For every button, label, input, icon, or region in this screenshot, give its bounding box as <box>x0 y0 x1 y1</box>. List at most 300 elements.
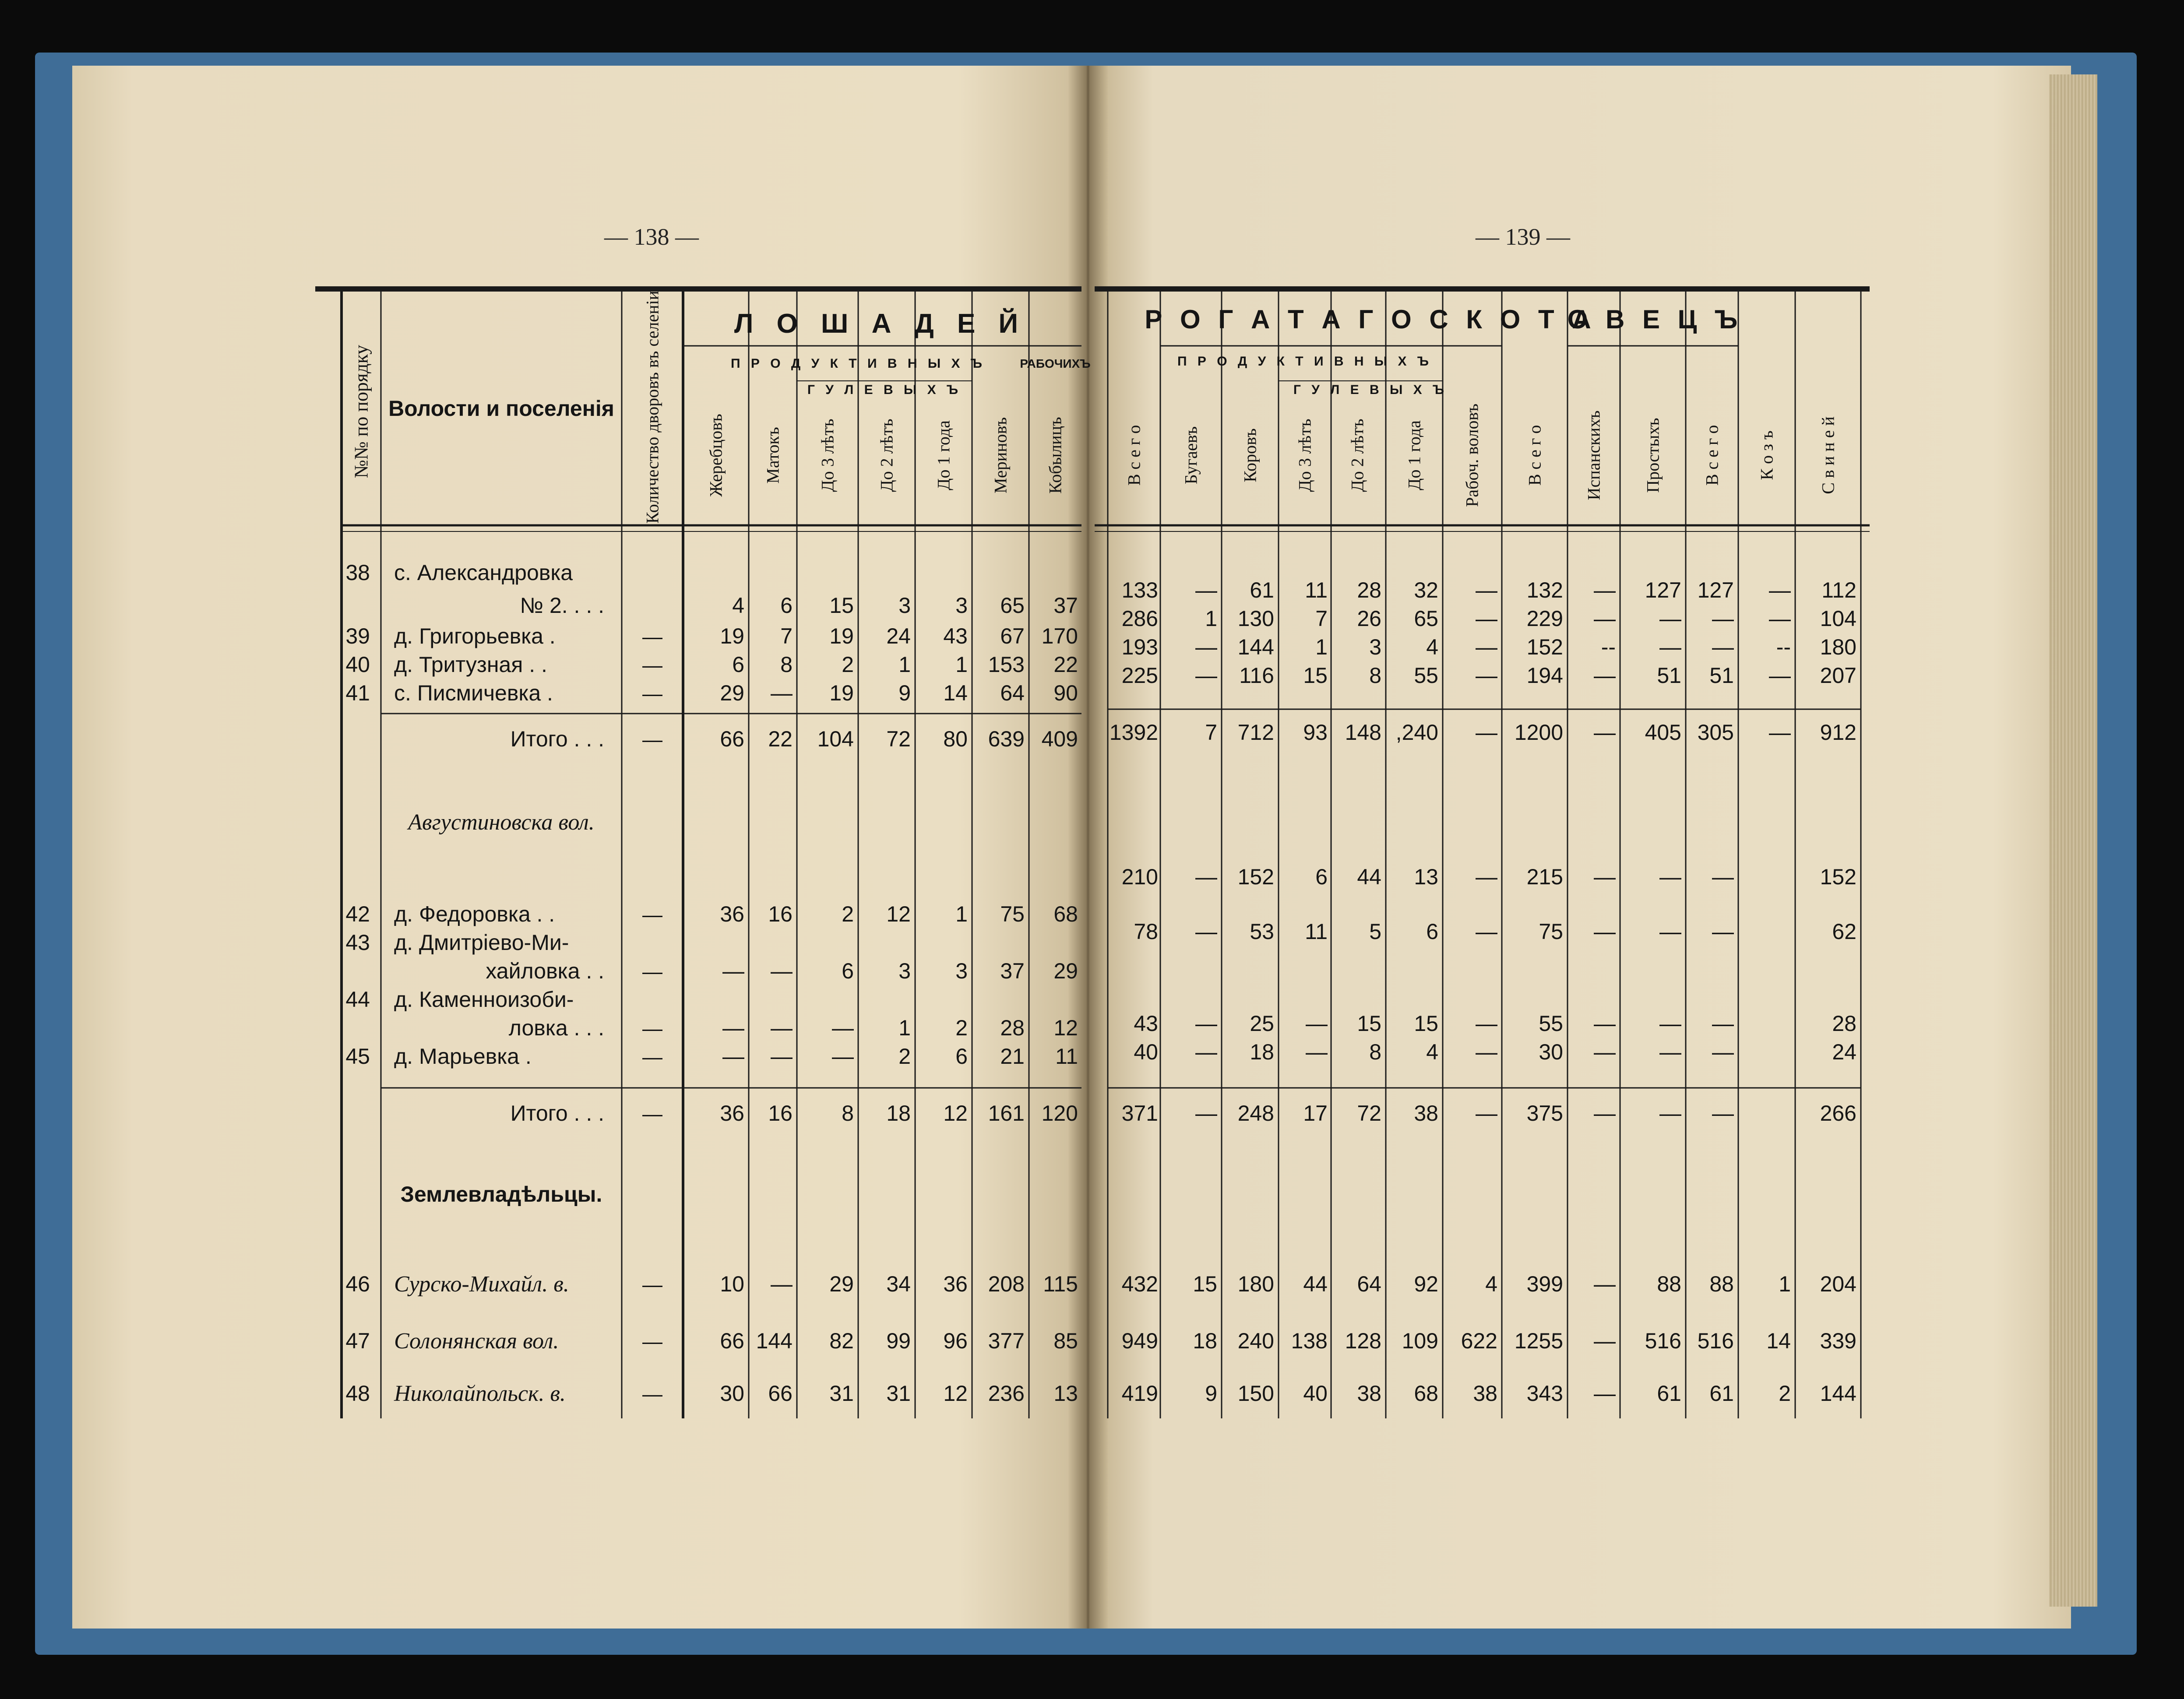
row-value: 343 <box>1526 1381 1563 1406</box>
row-name: с. Александровка <box>394 560 573 585</box>
row-value: 92 <box>1414 1272 1438 1296</box>
row-value: — <box>771 681 793 705</box>
header-col: Рабоч. воловъ <box>1462 403 1482 507</box>
row-number: 39 <box>345 624 370 648</box>
row-value: — <box>722 1016 744 1040</box>
row-value: 30 <box>1539 1040 1563 1064</box>
row-value: 88 <box>1657 1272 1681 1296</box>
header-col: Жеребцовъ <box>706 414 726 497</box>
row-name: д. Каменноизоби- <box>394 987 574 1012</box>
row-value: — <box>1769 606 1791 631</box>
row-value: 24 <box>1832 1040 1856 1064</box>
row-value: 38 <box>1357 1381 1381 1406</box>
row-value: 639 <box>988 727 1025 751</box>
row-value: 104 <box>817 727 854 751</box>
row-value: 215 <box>1526 865 1563 889</box>
row-value: 127 <box>1645 578 1681 602</box>
row-value: — <box>1195 865 1217 889</box>
row-value: 15 <box>829 593 854 618</box>
row-value: 712 <box>1237 720 1274 745</box>
row-value: 1 <box>955 902 968 926</box>
header-col: До 1 года <box>933 420 954 490</box>
row-value: 68 <box>1053 902 1078 926</box>
row-value: 75 <box>1000 902 1025 926</box>
row-value: 150 <box>1237 1381 1274 1406</box>
row-value: 409 <box>1041 727 1078 751</box>
row-value: — <box>722 1044 744 1069</box>
row-value: 1392 <box>1109 720 1158 745</box>
row-value: 11 <box>1305 919 1328 944</box>
row-value: 377 <box>988 1329 1025 1353</box>
header-col: До 2 лѣтъ <box>877 419 897 492</box>
row-value: 14 <box>943 681 968 705</box>
header-dvory: Количество дворовъ въ селеніи <box>642 291 662 524</box>
row-value: 53 <box>1250 919 1274 944</box>
row-value: 3 <box>898 593 911 618</box>
row-name: Августиновска вол. <box>408 810 595 835</box>
row-value: 240 <box>1237 1329 1274 1353</box>
row-value: 82 <box>829 1329 854 1353</box>
row-value: 28 <box>1832 1011 1856 1036</box>
row-value: 286 <box>1121 606 1158 631</box>
row-value: 65 <box>1000 593 1025 618</box>
row-name: д. Федоровка . . <box>394 902 555 926</box>
row-value: 127 <box>1697 578 1734 602</box>
row-value: 4 <box>1426 1040 1438 1064</box>
header-name: Волости и поселенія <box>388 396 614 421</box>
row-value: 120 <box>1041 1101 1078 1126</box>
row-dvory: — <box>642 1382 662 1405</box>
header-col: Мериновъ <box>990 417 1011 494</box>
row-value: — <box>1476 1101 1497 1126</box>
row-name: Сурско-Михайл. в. <box>394 1272 569 1297</box>
row-value: 8 <box>780 652 793 677</box>
row-name: д. Дмитріево-Ми- <box>394 930 569 955</box>
row-value: 116 <box>1239 663 1274 688</box>
row-value: 66 <box>720 1329 744 1353</box>
row-name: № 2. . . . <box>520 593 604 618</box>
row-value: 18 <box>1250 1040 1274 1064</box>
row-value: — <box>1195 919 1217 944</box>
row-value: — <box>832 1044 854 1069</box>
row-value: 152 <box>1237 865 1274 889</box>
row-number: 46 <box>345 1272 370 1296</box>
row-value: — <box>1712 919 1734 944</box>
row-value: 2 <box>1779 1381 1791 1406</box>
row-dvory: — <box>642 625 662 648</box>
row-value: 24 <box>886 624 911 648</box>
row-value: 225 <box>1121 663 1158 688</box>
row-value: — <box>1195 663 1217 688</box>
row-value: 7 <box>1315 606 1328 631</box>
row-value: 194 <box>1526 663 1563 688</box>
header-gulevykh: Г У Л Е В Ы Х Ъ <box>807 383 962 397</box>
row-value: 305 <box>1697 720 1734 745</box>
row-dvory: — <box>642 903 662 926</box>
row-value: — <box>1659 1101 1681 1126</box>
row-value: — <box>1594 606 1616 631</box>
row-name: с. Писмичевка . <box>394 681 553 705</box>
row-value: 15 <box>1303 663 1328 688</box>
row-value: 36 <box>720 902 744 926</box>
right-page-number: — 139 — <box>1476 224 1570 250</box>
row-value: 4 <box>1485 1272 1497 1296</box>
row-value: 14 <box>1766 1329 1791 1353</box>
row-number: 38 <box>345 560 370 585</box>
row-value: — <box>1712 865 1734 889</box>
row-number: 44 <box>345 987 370 1012</box>
row-value: 207 <box>1820 663 1856 688</box>
row-value: 193 <box>1121 635 1158 659</box>
row-value: — <box>1712 1101 1734 1126</box>
row-value: 51 <box>1657 663 1681 688</box>
row-value: 2 <box>898 1044 911 1069</box>
row-dvory: — <box>642 1045 662 1068</box>
row-value: 9 <box>1205 1381 1217 1406</box>
row-value: — <box>1769 663 1791 688</box>
row-value: 75 <box>1539 919 1563 944</box>
row-value: 12 <box>943 1101 968 1126</box>
row-value: 13 <box>1053 1381 1078 1406</box>
row-value: 5 <box>1369 919 1381 944</box>
row-value: — <box>1659 606 1681 631</box>
row-value: — <box>1476 720 1497 745</box>
row-value: — <box>771 1016 793 1040</box>
row-value: — <box>1594 919 1616 944</box>
row-value: — <box>1195 1011 1217 1036</box>
header-col: С в и н е й <box>1818 416 1838 494</box>
row-value: — <box>771 959 793 983</box>
row-value: 40 <box>1134 1040 1158 1064</box>
row-value: 3 <box>1369 635 1381 659</box>
header-horses: Л О Ш А Д Е Й <box>734 309 1026 339</box>
row-value: 32 <box>1414 578 1438 602</box>
row-value: 152 <box>1526 635 1563 659</box>
row-value: 19 <box>829 624 854 648</box>
row-value: 419 <box>1121 1381 1158 1406</box>
row-value: 2 <box>842 902 854 926</box>
row-value: 43 <box>1134 1011 1158 1036</box>
row-value: 15 <box>1193 1272 1217 1296</box>
row-value: 1 <box>1205 606 1217 631</box>
row-value: 3 <box>955 593 968 618</box>
row-value: — <box>1659 1040 1681 1064</box>
row-dvory: — <box>642 1273 662 1296</box>
row-value: 9 <box>898 681 911 705</box>
header-cattle: Р О Г А Т А Г О С К О Т А <box>1145 305 1596 334</box>
row-value: — <box>1476 606 1497 631</box>
row-value: 18 <box>1193 1329 1217 1353</box>
row-value: 3 <box>898 959 911 983</box>
row-value: — <box>832 1016 854 1040</box>
row-name: д. Григорьевка . <box>394 624 556 648</box>
row-value: — <box>1659 635 1681 659</box>
row-value: 22 <box>1053 652 1078 677</box>
header-col: Коровъ <box>1240 428 1260 482</box>
row-value: 8 <box>842 1101 854 1126</box>
row-value: — <box>1712 1040 1734 1064</box>
row-value: 29 <box>720 681 744 705</box>
row-value: 12 <box>1053 1016 1078 1040</box>
row-value: 112 <box>1821 578 1856 602</box>
row-value: — <box>722 959 744 983</box>
header-col: Кобылицъ <box>1045 417 1065 494</box>
row-value: 2 <box>842 652 854 677</box>
row-value: 16 <box>768 1101 793 1126</box>
row-value: 28 <box>1000 1016 1025 1040</box>
row-dvory: — <box>642 728 662 751</box>
row-value: 399 <box>1526 1272 1563 1296</box>
header-col: В с е г о <box>1124 425 1144 486</box>
row-number: 48 <box>345 1381 370 1406</box>
row-value: 29 <box>829 1272 854 1296</box>
row-value: 13 <box>1414 865 1438 889</box>
header-col: До 3 лѣтъ <box>817 419 838 492</box>
row-value: 153 <box>988 652 1025 677</box>
row-number: 47 <box>345 1329 370 1353</box>
row-value: — <box>1594 663 1616 688</box>
row-value: 133 <box>1121 578 1158 602</box>
row-value: 248 <box>1237 1101 1274 1126</box>
row-value: 152 <box>1820 865 1856 889</box>
header-col: Испанскихъ <box>1584 410 1604 500</box>
header-col: Матокъ <box>763 427 783 484</box>
row-value: 61 <box>1250 578 1274 602</box>
row-value: — <box>1712 635 1734 659</box>
row-value: 37 <box>1000 959 1025 983</box>
row-value: 90 <box>1053 681 1078 705</box>
header-num: №№ по порядку <box>350 345 372 478</box>
row-value: 55 <box>1414 663 1438 688</box>
row-value: 7 <box>780 624 793 648</box>
row-value: 912 <box>1820 720 1856 745</box>
row-name: Солонянская вол. <box>394 1329 559 1354</box>
row-value: — <box>1594 1011 1616 1036</box>
left-page-number: — 138 — <box>604 224 699 250</box>
row-value: — <box>1476 865 1497 889</box>
row-value: — <box>1306 1011 1328 1036</box>
row-value: 16 <box>768 902 793 926</box>
row-value: 10 <box>720 1272 744 1296</box>
row-value: 6 <box>1315 865 1328 889</box>
row-value: 55 <box>1539 1011 1563 1036</box>
row-dvory: — <box>642 654 662 676</box>
row-value: 40 <box>1303 1381 1328 1406</box>
row-value: 62 <box>1832 919 1856 944</box>
row-name: Итого . . . <box>510 727 604 751</box>
row-value: 128 <box>1345 1329 1381 1353</box>
header-col: К о з ъ <box>1757 430 1777 480</box>
row-value: 371 <box>1121 1101 1158 1126</box>
row-value: 66 <box>720 727 744 751</box>
row-value: 6 <box>1426 919 1438 944</box>
row-value: 208 <box>988 1272 1025 1296</box>
row-value: 61 <box>1657 1381 1681 1406</box>
row-value: — <box>1594 1272 1616 1296</box>
row-value: — <box>1712 1011 1734 1036</box>
row-value: — <box>1476 635 1497 659</box>
row-value: 6 <box>955 1044 968 1069</box>
row-value: 7 <box>1205 720 1217 745</box>
row-value: 210 <box>1121 865 1158 889</box>
header-col: До 1 года <box>1404 420 1424 490</box>
header-sheep: О В Е Ц Ъ <box>1567 305 1743 334</box>
row-name: д. Тритузная . . <box>394 652 547 677</box>
row-number: 41 <box>345 681 370 705</box>
row-value: — <box>1712 606 1734 631</box>
row-value: 64 <box>1357 1272 1381 1296</box>
row-value: 180 <box>1820 635 1856 659</box>
row-value: — <box>1594 1040 1616 1064</box>
row-value: 204 <box>1820 1272 1856 1296</box>
row-value: 61 <box>1709 1381 1734 1406</box>
row-value: -- <box>1776 635 1791 659</box>
row-value: 12 <box>886 902 911 926</box>
row-value: 115 <box>1043 1272 1078 1296</box>
row-value: 31 <box>886 1381 911 1406</box>
row-value: — <box>1594 1381 1616 1406</box>
row-value: — <box>1594 865 1616 889</box>
row-value: 1 <box>1779 1272 1791 1296</box>
header-col: В с е г о <box>1702 425 1722 486</box>
row-value: 6 <box>732 652 744 677</box>
row-value: 1 <box>898 1016 911 1040</box>
row-value: 99 <box>886 1329 911 1353</box>
row-value: 21 <box>1000 1044 1025 1069</box>
row-value: 1255 <box>1514 1329 1563 1353</box>
row-value: 375 <box>1526 1101 1563 1126</box>
row-number: 45 <box>345 1044 370 1069</box>
row-dvory: — <box>642 960 662 983</box>
row-value: 64 <box>1000 681 1025 705</box>
row-dvory: — <box>642 1330 662 1353</box>
row-value: 144 <box>1237 635 1274 659</box>
row-value: — <box>771 1044 793 1069</box>
row-value: 6 <box>780 593 793 618</box>
header-col: До 3 лѣтъ <box>1295 419 1315 492</box>
row-value: 22 <box>768 727 793 751</box>
row-value: — <box>1195 1040 1217 1064</box>
row-value: — <box>1769 720 1791 745</box>
row-name: Итого . . . <box>510 1101 604 1126</box>
row-value: 104 <box>1820 606 1856 631</box>
row-name: ловка . . . <box>508 1016 604 1040</box>
row-value: 43 <box>943 624 968 648</box>
row-value: 8 <box>1369 1040 1381 1064</box>
row-value: 266 <box>1820 1101 1856 1126</box>
row-value: 4 <box>732 593 744 618</box>
row-value: — <box>1476 1011 1497 1036</box>
row-value: 30 <box>720 1381 744 1406</box>
row-value: 51 <box>1709 663 1734 688</box>
row-number: 43 <box>345 930 370 955</box>
row-value: ,240 <box>1395 720 1438 745</box>
row-value: 339 <box>1820 1329 1856 1353</box>
row-value: — <box>1195 578 1217 602</box>
row-name: Землевладѣльцы. <box>400 1182 602 1207</box>
row-value: 78 <box>1134 919 1158 944</box>
row-value: 15 <box>1414 1011 1438 1036</box>
row-value: 88 <box>1709 1272 1734 1296</box>
row-value: 19 <box>829 681 854 705</box>
row-value: 85 <box>1053 1329 1078 1353</box>
row-value: 17 <box>1303 1101 1328 1126</box>
row-value: 11 <box>1305 578 1328 602</box>
row-value: 4 <box>1426 635 1438 659</box>
row-value: 72 <box>886 727 911 751</box>
row-dvory: — <box>642 1102 662 1125</box>
row-value: — <box>1195 1101 1217 1126</box>
row-value: 12 <box>943 1381 968 1406</box>
row-value: 44 <box>1303 1272 1328 1296</box>
row-value: 170 <box>1041 624 1078 648</box>
row-value: 132 <box>1526 578 1563 602</box>
row-value: — <box>1594 720 1616 745</box>
row-value: 1 <box>955 652 968 677</box>
row-value: — <box>1594 578 1616 602</box>
row-value: 29 <box>1053 959 1078 983</box>
row-value: — <box>1594 1329 1616 1353</box>
row-value: 28 <box>1357 578 1381 602</box>
row-value: — <box>1476 578 1497 602</box>
row-value: 130 <box>1237 606 1274 631</box>
header-col: Простыхъ <box>1643 418 1663 493</box>
row-value: 949 <box>1121 1329 1158 1353</box>
row-value: 68 <box>1414 1381 1438 1406</box>
row-value: 6 <box>842 959 854 983</box>
row-value: 37 <box>1053 593 1078 618</box>
row-value: 93 <box>1303 720 1328 745</box>
header-col: До 2 лѣтъ <box>1347 419 1367 492</box>
row-value: 80 <box>943 727 968 751</box>
row-value: 2 <box>955 1016 968 1040</box>
row-value: 19 <box>720 624 744 648</box>
row-value: 144 <box>1820 1381 1856 1406</box>
row-value: 3 <box>955 959 968 983</box>
header-productive: П Р О Д У К Т И В Н Ы Х Ъ <box>1177 354 1432 369</box>
row-value: 1200 <box>1514 720 1563 745</box>
row-value: 15 <box>1357 1011 1381 1036</box>
row-value: 180 <box>1237 1272 1274 1296</box>
row-value: — <box>1476 1040 1497 1064</box>
row-value: — <box>1476 663 1497 688</box>
row-number: 40 <box>345 652 370 677</box>
row-value: — <box>1659 865 1681 889</box>
row-value: 67 <box>1000 624 1025 648</box>
row-value: 516 <box>1697 1329 1734 1353</box>
row-value: — <box>1769 578 1791 602</box>
row-name: д. Марьевка . <box>394 1044 532 1069</box>
row-name: Николайпольск. в. <box>394 1381 566 1406</box>
row-value: 36 <box>720 1101 744 1126</box>
row-value: — <box>771 1272 793 1296</box>
row-value: 38 <box>1473 1381 1497 1406</box>
row-value: 1 <box>898 652 911 677</box>
row-value: 72 <box>1357 1101 1381 1126</box>
row-value: 11 <box>1055 1044 1078 1069</box>
row-value: 36 <box>943 1272 968 1296</box>
row-value: — <box>1476 919 1497 944</box>
row-value: — <box>1594 1101 1616 1126</box>
row-value: 148 <box>1345 720 1381 745</box>
row-value: 161 <box>988 1101 1025 1126</box>
row-value: 26 <box>1357 606 1381 631</box>
row-value: 96 <box>943 1329 968 1353</box>
row-value: 65 <box>1414 606 1438 631</box>
row-dvory: — <box>642 1017 662 1040</box>
header-working: РАБОЧИХЪ <box>1020 357 1091 370</box>
row-number: 42 <box>345 902 370 926</box>
